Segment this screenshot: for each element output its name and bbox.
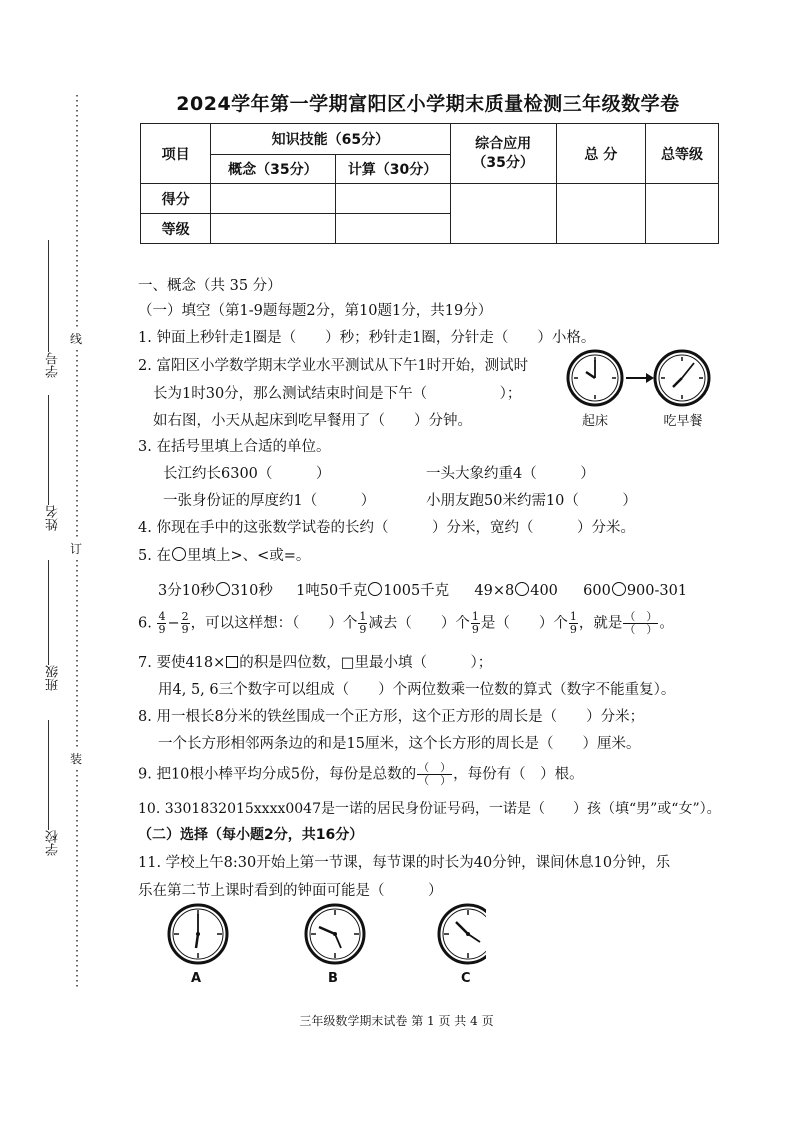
clocks-q2 xyxy=(566,349,711,407)
page-footer: 三年级数学期末试卷 第 1 页 共 4 页 xyxy=(299,1014,494,1028)
option-c[interactable]: C xyxy=(461,971,471,986)
question-3b: 一头大象约重4（ ） xyxy=(426,466,595,482)
clock-wake-caption: 起床 xyxy=(581,414,608,429)
question-3: 3. 在括号里填上合适的单位。 xyxy=(138,439,331,455)
cell-calc: 计算（30分） xyxy=(335,155,450,184)
name-label: 姓名 xyxy=(46,505,61,531)
question-11b: 乐在第二节上课时看到的钟面可能是（ ） xyxy=(138,883,443,899)
cell-score-calc[interactable] xyxy=(335,184,450,214)
q5b-left: 1吨50千克 xyxy=(296,583,368,599)
question-4: 4. 你现在手中的这张数学试卷的长约（ ）分米，宽约（ ）分米。 xyxy=(138,520,635,536)
cell-grade-calc[interactable] xyxy=(335,214,450,244)
binding-ding: 订 xyxy=(70,542,83,556)
clock-breakfast-caption: 吃早餐 xyxy=(663,414,703,429)
question-1: 1. 钟面上秒针走1圈是（ ）秒；秒针走1圈，分针走（ ）小格。 xyxy=(138,330,596,346)
q5-prefix: 5. 在 xyxy=(138,548,171,564)
xuehao-label: 学号 xyxy=(46,352,61,378)
option-clocks xyxy=(166,902,486,966)
question-2b: 长为1时30分，那么测试结束时间是下午（ ）； xyxy=(153,386,522,402)
question-6: 6. $\frac{4}{9}$ − $\frac{2}{9}$ ，可以这样想：（ ）个 $\frac{1}{9}$ 减去（ ）个 $\frac{1}{9}$ 是（ ）个 $\frac{1}{9}$ ，就是 $\frac{( )}{( )}$ 。 xyxy=(138,610,674,636)
class-label: 班级 xyxy=(46,665,61,691)
question-3c: 一张身份证的厚度约1（ ） xyxy=(163,493,376,509)
compare-circle[interactable] xyxy=(368,582,382,596)
question-7b: 用4, 5, 6三个数字可以组成（ ）个两位数乘一位数的算式（数字不能重复）。 xyxy=(158,682,676,698)
question-3a: 长江约长6300（ ） xyxy=(163,466,331,482)
cell-row-grade: 等级 xyxy=(141,214,211,244)
binding-zhuang: 装 xyxy=(70,752,83,766)
compare-circle[interactable] xyxy=(612,582,626,596)
fraction: $\frac{1}{9}$ xyxy=(471,610,479,636)
cell-item: 项目 xyxy=(141,124,211,184)
q5c-left: 49×8 xyxy=(474,583,515,599)
question-11a: 11. 学校上午8:30开始上第一节课，每节课的时长为40分钟，课间休息10分钟，乐 xyxy=(138,855,671,871)
school-label: 学校 xyxy=(46,830,61,856)
sub2-heading: （二）选择（每小题2分，共16分） xyxy=(138,827,364,843)
cell-applied: 综合应用（35分） xyxy=(450,124,556,184)
cell-knowledge: 知识技能（65分） xyxy=(211,124,450,155)
fraction: $\frac{1}{9}$ xyxy=(569,610,577,636)
section1-heading: 一、概念（共 35 分） xyxy=(138,278,282,294)
score-table xyxy=(140,123,719,244)
question-5 xyxy=(138,544,310,565)
q5d-right: 900-301 xyxy=(626,583,688,599)
question-7a: 7. 要使418× 的积是四位数，□里最小填（ ）； xyxy=(138,655,493,671)
question-2c: 如右图，小天从起床到吃早餐用了（ ）分钟。 xyxy=(153,413,472,429)
cell-grade-total: 总等级 xyxy=(645,124,718,184)
fraction: $\frac{4}{9}$ xyxy=(158,610,166,636)
q5-suffix: 里填上>、<或=。 xyxy=(186,548,311,564)
xuehao-line xyxy=(48,240,49,370)
circle-icon xyxy=(172,547,186,561)
question-3d: 小朋友跑50米约需10（ ） xyxy=(426,493,637,509)
clock-option-c-icon xyxy=(439,905,486,963)
question-10: 10. 3301832015xxxx0047是一诺的居民身份证号码，一诺是（ ）孩（填“男”或“女”）。 xyxy=(138,801,721,817)
q5a-left: 3分10秒 xyxy=(158,583,215,599)
binding-xian: 线 xyxy=(70,332,83,346)
clock-option-a-icon xyxy=(169,905,227,963)
compare-circle[interactable] xyxy=(216,582,230,596)
cell-score-total[interactable] xyxy=(556,184,645,244)
question-2a: 2. 富阳区小学数学期末学业水平测试从下午1时开始，测试时 xyxy=(138,358,529,374)
fraction-blank: $\frac{( )}{( )}$ xyxy=(418,761,452,787)
q5c-right: 400 xyxy=(530,583,558,599)
cell-score-applied[interactable] xyxy=(450,184,556,244)
question-9: 9. 把10根小棒平均分成5份，每份是总数的 $\frac{( )}{( )}$ ，每份有（ ）根。 xyxy=(138,761,584,787)
option-b[interactable]: B xyxy=(328,971,338,986)
q5a-right: 310秒 xyxy=(230,583,273,599)
clock-option-b-icon xyxy=(306,905,364,963)
page-title: 2024学年第一学期富阳区小学期末质量检测三年级数学卷 xyxy=(176,93,680,115)
cell-concept: 概念（35分） xyxy=(211,155,335,184)
option-a[interactable]: A xyxy=(191,971,202,986)
clock-wake-icon xyxy=(568,351,622,405)
cell-score-grade[interactable] xyxy=(645,184,718,244)
fraction: $\frac{2}{9}$ xyxy=(181,610,189,636)
clock-breakfast-icon xyxy=(655,351,709,405)
compare-circle[interactable] xyxy=(515,582,529,596)
cell-total: 总 分 xyxy=(556,124,645,184)
cell-row-score: 得分 xyxy=(141,184,211,214)
square-blank-icon xyxy=(226,656,238,668)
question-5-items xyxy=(158,579,687,600)
question-8a: 8. 用一根长8分米的铁丝围成一个正方形，这个正方形的周长是（ ）分米； xyxy=(138,709,645,725)
fraction-blank: $\frac{( )}{( )}$ xyxy=(624,610,658,636)
fraction: $\frac{1}{9}$ xyxy=(359,610,367,636)
sub1-heading: （一）填空（第1-9题每题2分，第10题1分，共19分） xyxy=(138,303,493,319)
cell-grade-concept[interactable] xyxy=(211,214,335,244)
question-8b: 一个长方形相邻两条边的和是15厘米，这个长方形的周长是（ ）厘米。 xyxy=(158,736,641,752)
q5d-left: 600 xyxy=(583,583,611,599)
q5b-right: 1005千克 xyxy=(383,583,450,599)
cell-score-concept[interactable] xyxy=(211,184,335,214)
